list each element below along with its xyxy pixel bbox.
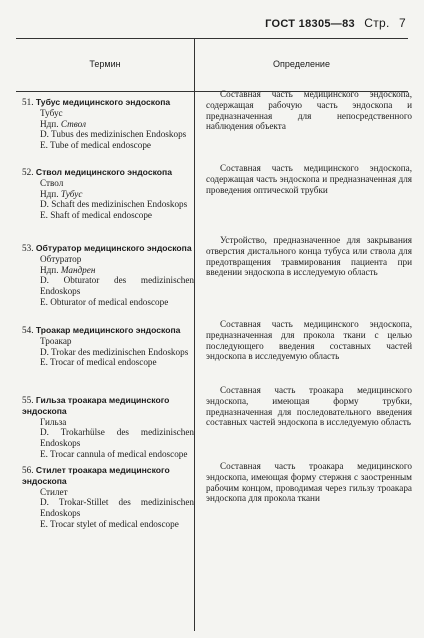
definition-text: Составная часть медицинского эндоскопа, предназначенная для прокола ткани с целью последующего введения составных частей эндоскопа в исследуемую область <box>206 319 412 362</box>
column-header-definition: Определение <box>273 59 330 69</box>
column-divider <box>194 39 195 631</box>
term-german: D. Trokarhülse des medizinischen Endoskops <box>40 427 194 449</box>
term-title: 51. Тубус медицинского эндоскопа <box>22 97 171 107</box>
term-german: D. Obturator des medizinischen Endoskops <box>40 275 194 297</box>
definition-text: Составная часть троакара медицинского эндоскопа, имеющая форму стержня с заостренным рабочим концом, проводимая через гильзу троакара эндоскопа для прокола ткани <box>206 461 412 504</box>
term-entry <box>22 325 194 368</box>
term-english: E. Obturator of medical endoscope <box>40 296 169 307</box>
page-number: 7 <box>399 16 406 30</box>
definition-text: Устройство, предназначенное для закрывания отверстия дистального конца тубуса или ствола для предотвращения травмирования пациента при введении эндоскопа в исследуемую область <box>206 235 412 278</box>
term-english: E. Trocar of medical endoscope <box>40 357 157 368</box>
table-header <box>16 39 408 92</box>
column-header-term: Термин <box>89 59 121 69</box>
term-german: D. Schaft des medizinischen Endoskops <box>40 199 188 210</box>
term-german: D. Tubus des medizinischen Endoskops <box>40 129 187 140</box>
ndp-line: Ндп. Мандрен <box>40 264 96 275</box>
definition-text: Составная часть троакара медицинского эндоскопа, имеющая форму трубки, предназначенная для последовательного введения составных частей эндоскопа в исследуемую область <box>206 385 412 428</box>
definition-text: Составная часть медицинского эндоскопа, содержащая часть эндоскопа и предназначенная для проведения оптической трубки <box>206 163 412 195</box>
term-title: 56. Стилет троакара медицинского эндоскопа <box>22 465 170 486</box>
page-header <box>261 16 406 30</box>
term-german: D. Trokar-Stillet des medizinischen Endoskops <box>40 497 194 519</box>
ndp-line: Ндп. Тубус <box>40 188 83 199</box>
term-entry <box>22 167 194 221</box>
term-short: Тубус <box>40 107 63 118</box>
term-english: E. Tube of medical endoscope <box>40 140 151 151</box>
term-entry <box>22 243 194 308</box>
term-entry <box>22 465 194 530</box>
term-german: D. Trokar des medizinischen Endoskops <box>40 346 189 357</box>
term-entry <box>22 395 194 460</box>
term-entry <box>22 97 194 151</box>
term-short: Обтуратор <box>40 253 82 264</box>
page-label: Стр. <box>364 16 390 30</box>
standard-number: ГОСТ 18305—83 <box>265 18 355 30</box>
term-title: 54. Троакар медицинского эндоскопа <box>22 325 181 335</box>
term-short: Стилет <box>40 486 68 497</box>
definition-text: Составная часть медицинского эндоскопа, содержащая рабочую часть эндоскопа и предназначенная для непосредственного наблюдения объекта <box>206 89 412 132</box>
term-title: 53. Обтуратор медицинского эндоскопа <box>22 243 192 253</box>
term-short: Гильза <box>40 416 67 427</box>
term-title: 55. Гильза троакара медицинского эндоскопа <box>22 395 170 416</box>
terms-table <box>16 38 412 631</box>
term-short: Ствол <box>40 177 64 188</box>
term-english: E. Shaft of medical endoscope <box>40 210 152 221</box>
ndp-line: Ндп. Ствол <box>40 118 86 129</box>
term-title: 52. Ствол медицинского эндоскопа <box>22 167 173 177</box>
term-short: Троакар <box>40 335 72 346</box>
term-english: E. Trocar stylet of medical endoscope <box>40 518 179 529</box>
term-english: E. Trocar cannula of medical endoscope <box>40 448 188 459</box>
